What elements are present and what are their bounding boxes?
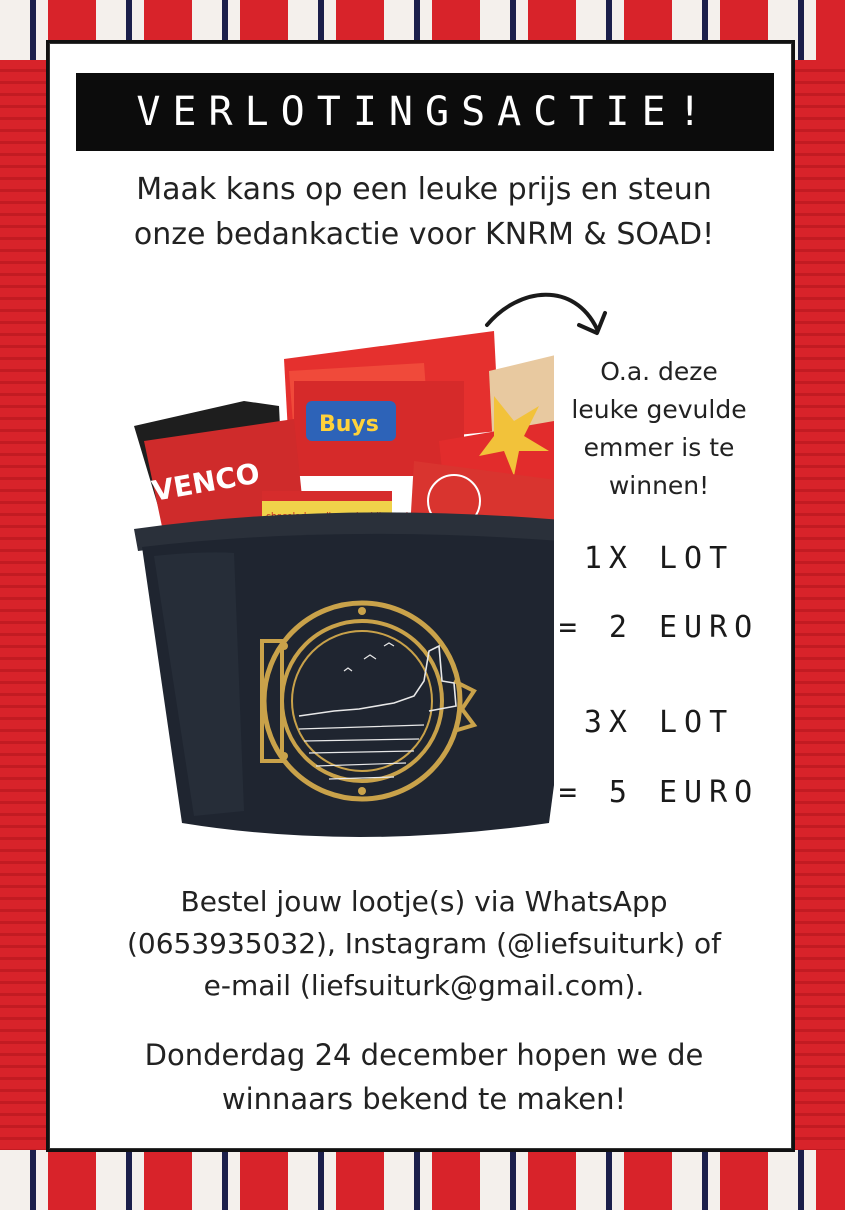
- raffle-poster: [46, 40, 795, 1152]
- gift-bucket-image: [94, 311, 554, 841]
- page-title: VERLOTINGSACTIE!: [136, 89, 714, 135]
- one-lot-label: 1X LOT: [583, 541, 735, 576]
- closing-line: winnaars bekend te maken!: [221, 1082, 627, 1116]
- order-instructions: [69, 881, 779, 1007]
- side-note-line: emmer is te: [583, 433, 735, 462]
- closing-line: Donderdag 24 december hopen we de: [144, 1038, 704, 1072]
- subtitle: [69, 167, 779, 257]
- venco-label: VENCO: [149, 456, 263, 508]
- subtitle-line: Maak kans op een leuke prijs en steun: [136, 172, 712, 207]
- cloth-right-edge: [795, 0, 845, 1200]
- buys-label: Buys: [319, 412, 379, 437]
- side-note-line: leuke gevulde: [571, 395, 747, 424]
- order-line: Bestel jouw lootje(s) via WhatsApp: [180, 885, 668, 918]
- closing-announcement: [69, 1033, 779, 1121]
- side-note-line: winnen!: [608, 471, 710, 500]
- side-note: [554, 353, 764, 505]
- order-line: e-mail (liefsuiturk@gmail.com).: [203, 969, 645, 1002]
- side-note-line: O.a. deze: [600, 357, 718, 386]
- title-banner: [76, 73, 774, 151]
- cloth-bottom-stripes: [0, 1150, 845, 1210]
- one-lot-price: = 2 EURO: [558, 610, 760, 645]
- three-lot-label: 3X LOT: [583, 705, 735, 740]
- subtitle-line: onze bedankactie voor KNRM & SOAD!: [133, 217, 715, 252]
- order-line: (0653935032), Instagram (@liefsuiturk) of: [126, 927, 722, 960]
- cloth-left-edge: [0, 0, 50, 1200]
- three-lot-price: = 5 EURO: [558, 775, 760, 810]
